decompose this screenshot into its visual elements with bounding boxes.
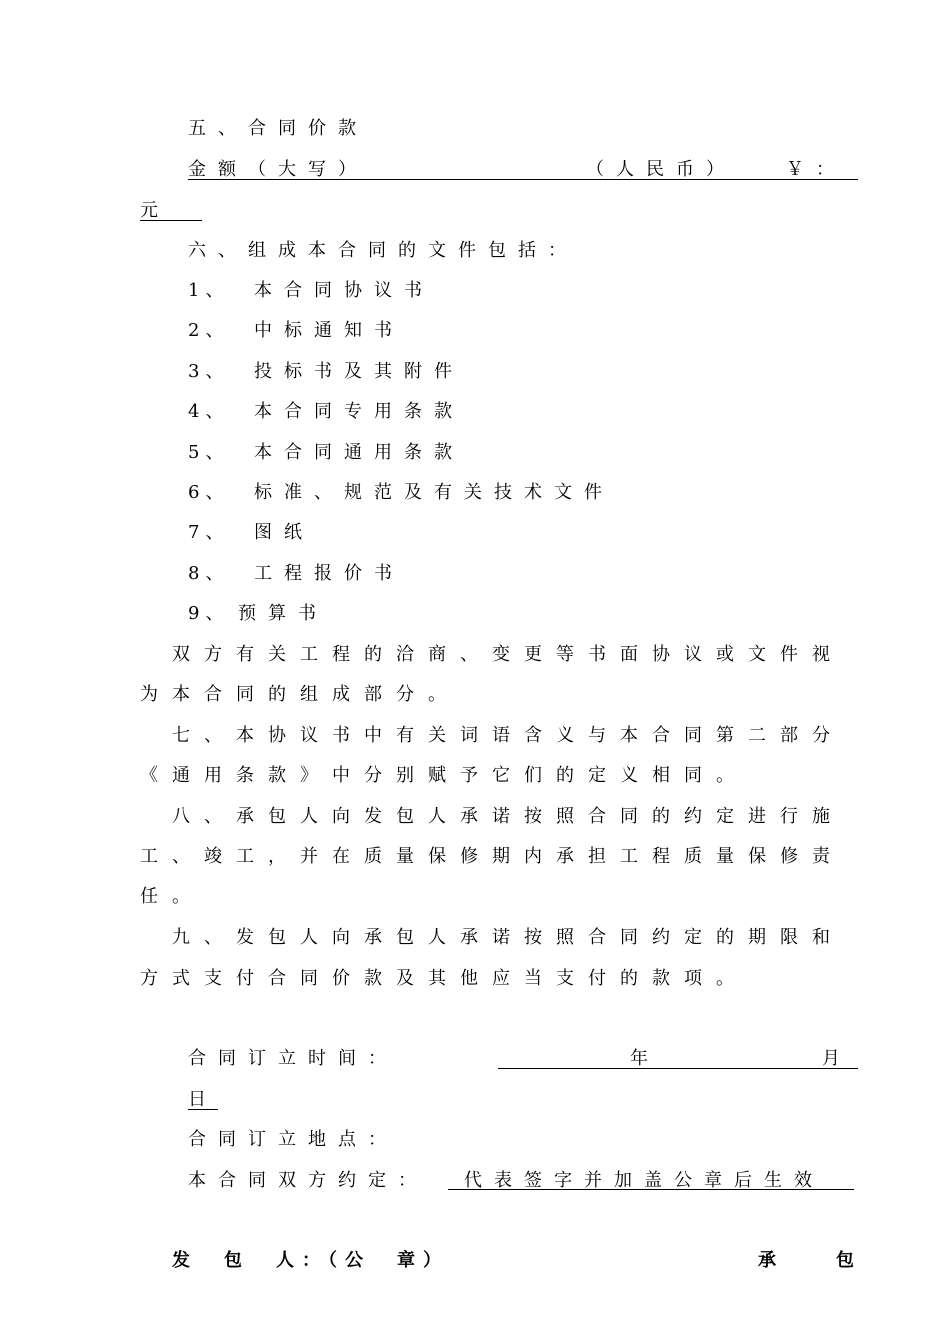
list-item-number: 1、 [188, 280, 230, 301]
sign-place-label: 合同订立地点： [188, 1129, 398, 1150]
sign-time-field [498, 1048, 858, 1069]
section6-title: 六、组成本合同的文件包括： [188, 240, 578, 261]
month-label: 月 [822, 1048, 840, 1069]
list-item [188, 522, 314, 544]
list-item-number: 8、 [188, 563, 230, 584]
list-item [188, 361, 464, 383]
list-item-text: 预算书 [238, 603, 328, 624]
agreement-label: 本合同双方约定： [188, 1170, 428, 1191]
list-item [188, 563, 404, 585]
list-item [188, 442, 464, 464]
list-item-number: 3、 [188, 361, 230, 382]
year-label: 年 [630, 1048, 648, 1069]
list-item [188, 401, 464, 423]
list-item-text: 工程报价书 [254, 563, 404, 584]
list-item-number: 2、 [188, 320, 230, 341]
list-item-text: 本合同专用条款 [254, 401, 464, 422]
list-item-number: 6、 [188, 482, 230, 503]
agreement-value: 代表签字并加盖公章后生效 [448, 1170, 854, 1190]
list-item-text: 本合同通用条款 [254, 442, 464, 463]
list-item-number: 7、 [188, 522, 230, 543]
list-item-text: 投标书及其附件 [254, 361, 464, 382]
amount-label: 金额（大写） [188, 159, 368, 180]
section8-line2: 工、竣工，并在质量保修期内承担工程质量保修责 [140, 846, 844, 867]
list-item [188, 280, 434, 302]
section9-line1: 九、发包人向承包人承诺按照合同约定的期限和 [172, 927, 844, 948]
list-item-text: 本合同协议书 [254, 280, 434, 301]
day-label: 日 [188, 1089, 218, 1110]
list-item-number: 4、 [188, 401, 230, 422]
list-item [188, 482, 614, 504]
section7-line1: 七、本协议书中有关词语含义与本合同第二部分 [172, 725, 844, 746]
section7-line2: 《通用条款》中分别赋予它们的定义相同。 [140, 765, 748, 786]
list-item-number: 5、 [188, 442, 230, 463]
rmb-label: （人民币） [586, 159, 736, 180]
sign-time-label: 合同订立时间： [188, 1048, 398, 1069]
list-item [188, 603, 328, 625]
section6-para-line2: 为本合同的组成部分。 [140, 684, 460, 705]
section5-title: 五、合同价款 [188, 118, 368, 139]
section8-line1: 八、承包人向发包人承诺按照合同的约定进行施 [172, 806, 844, 827]
list-item-text: 中标通知书 [254, 320, 404, 341]
yen-sign: ￥： [786, 159, 846, 180]
list-item-number: 9、 [188, 603, 230, 624]
list-item [188, 320, 404, 342]
employer-seal-label: 发 包 人：（公 章） [172, 1250, 449, 1271]
yuan-label: 元 [140, 200, 202, 221]
list-item-text: 标准、规范及有关技术文件 [254, 482, 614, 503]
list-item-text: 图纸 [254, 522, 314, 543]
contractor-label: 承 包 [758, 1250, 862, 1271]
section6-para-line1: 双方有关工程的洽商、变更等书面协议或文件视 [172, 644, 844, 665]
section9-line2: 方式支付合同价款及其他应当支付的款项。 [140, 968, 748, 989]
section8-line3: 任。 [140, 886, 204, 907]
amount-line [188, 159, 858, 180]
